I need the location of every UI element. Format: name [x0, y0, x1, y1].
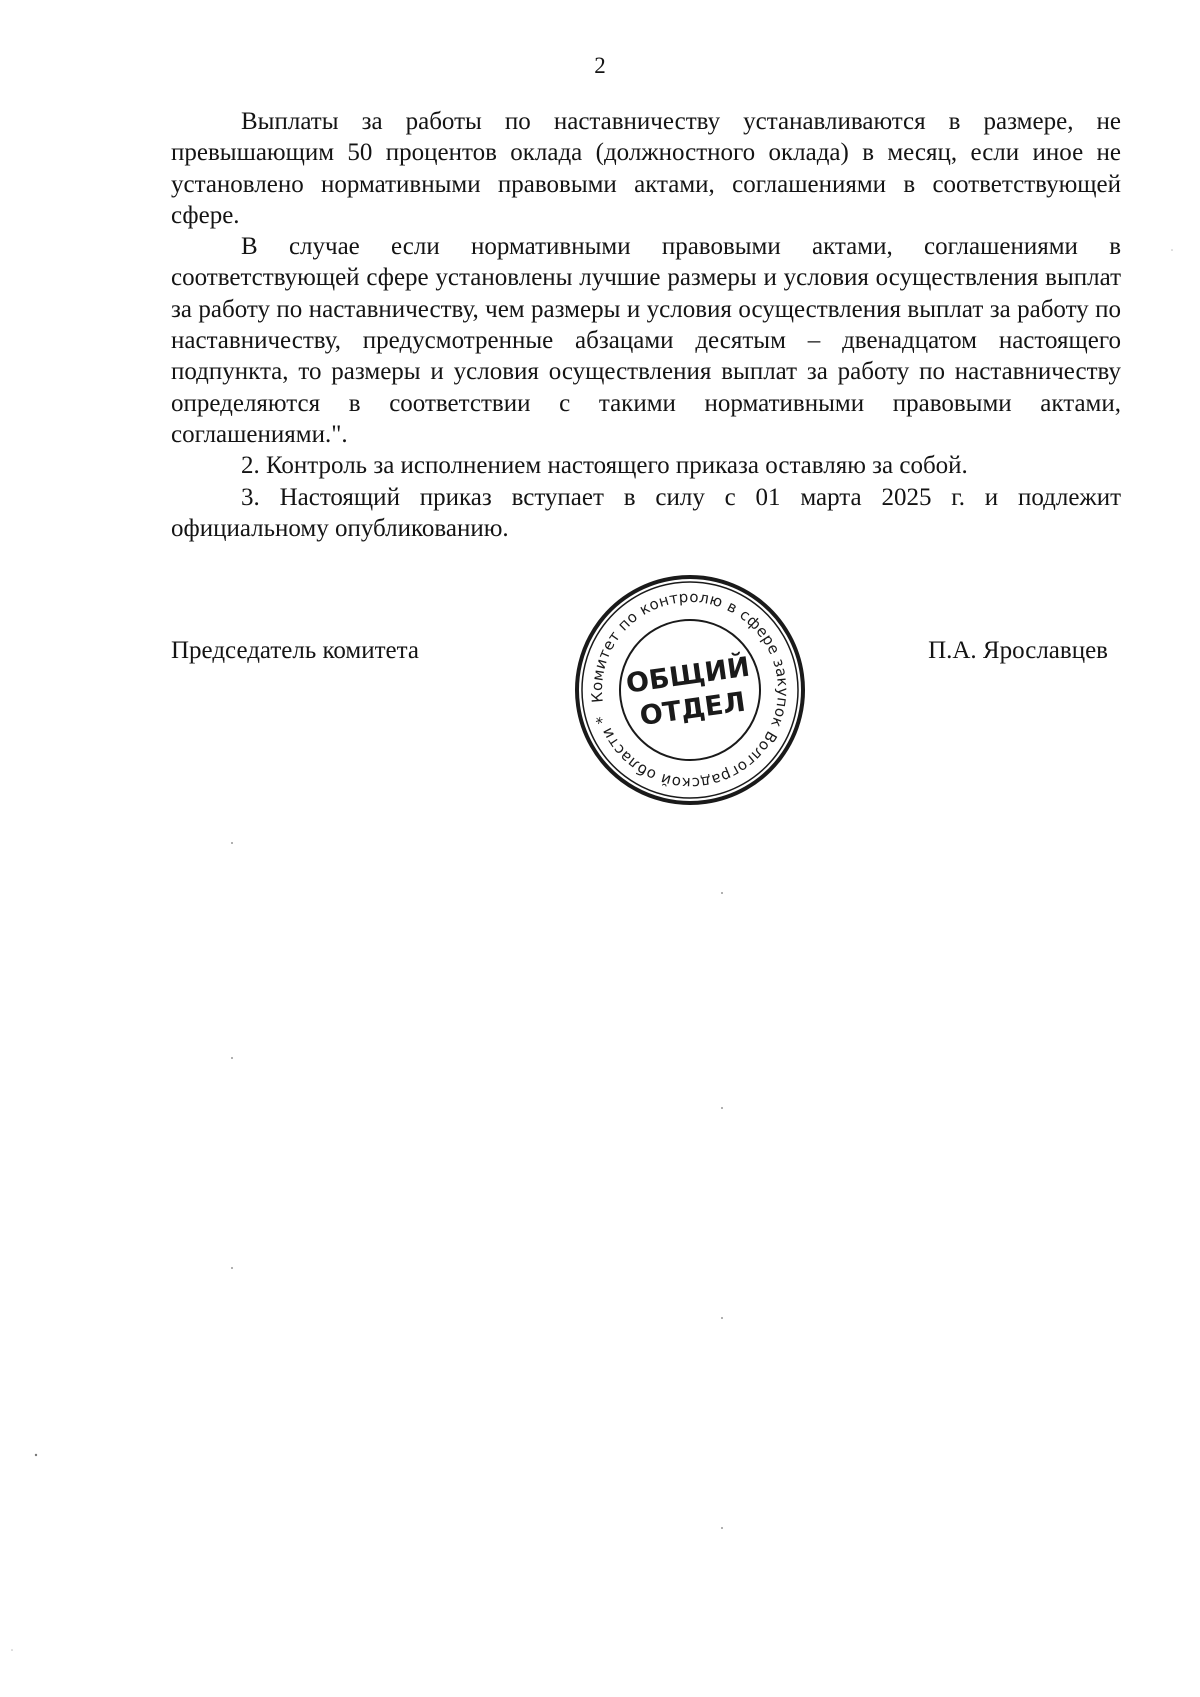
page-number: 2 — [594, 53, 606, 78]
document-body — [171, 106, 1121, 544]
paragraph-better-conditions: В случае если нормативными правовыми актами, соглашениями в соответствующей сфере установлены лучшие размеры и условия осуществления выплат за работу по наставничеству, чем размеры и условия осуществления выплат за работу по наставничеству, предусмотренные абзацами десятым – двенадцатом настоящего подпункта, то размеры и условия осуществления выплат за работу по наставничеству определяются в соответствии с такими нормативными правовыми актами, соглашениями.". — [171, 233, 1121, 448]
paragraph-payment-limit: Выплаты за работы по наставничеству устанавливаются в размере, не превышающим 50 процентов оклада (должностного оклада) в месяц, если иное не установлено нормативными правовыми актами, соглашениями в соответствующей сфере. — [171, 108, 1121, 229]
stamp-center-line2: ОТДЕЛ — [637, 686, 748, 733]
paragraph-control: 2. Контроль за исполнением настоящего приказа оставляю за собой. — [241, 452, 968, 480]
official-stamp — [570, 570, 810, 810]
paragraph-effective-date: 3. Настоящий приказ вступает в силу с 01 марта 2025 г. и подлежит официальному опубликованию. — [171, 483, 1121, 542]
stamp-center-line1: ОБЩИЙ — [624, 651, 752, 700]
stamp-ring-text: Комитет по контролю в сфере закупок Волгоградской области * — [587, 587, 793, 793]
stamp-graphic — [570, 570, 810, 810]
signer-name: П.А. Ярославцев — [928, 637, 1108, 664]
signer-title: Председатель комитета — [171, 637, 419, 664]
